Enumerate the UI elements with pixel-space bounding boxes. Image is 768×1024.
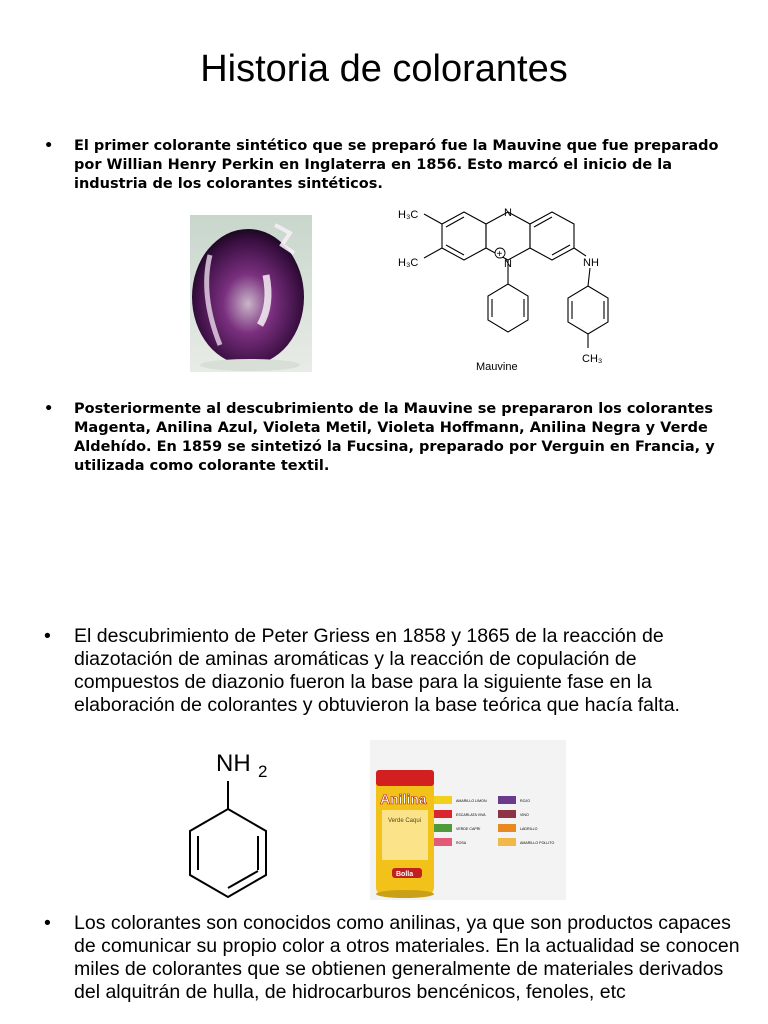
color-swatch — [498, 838, 516, 846]
jar-maker: Bolla — [396, 871, 414, 878]
bullet-symbol: • — [44, 401, 54, 417]
methyl-label-bottom: H₃C — [398, 257, 419, 269]
bullet-text: Los colorantes son conocidos como anilinas, ya que son productos capaces de comunicar su propio color a otros materiales. En la actualidad se conocen miles de colorantes que se obtienen generalmente de materiales derivados del alquitrán de hulla, de hidrocarburos bencénicos, fenoles, etc — [74, 912, 740, 1003]
color-swatch-label: ESCARLATA VIVA — [456, 813, 486, 817]
bullet-symbol: • — [44, 138, 54, 154]
bullet-text: El primer colorante sintético que se preparó fue la Mauvine que fue preparado por Willian Henry Perkin en Inglaterra en 1856. Esto marcó el inicio de la industria de los colorantes sintéticos. — [74, 138, 719, 192]
methyl-label-top: H₃C — [398, 209, 419, 221]
bullet-2 — [44, 400, 744, 476]
bullet-1 — [44, 137, 744, 194]
page-title: Historia de colorantes — [200, 48, 568, 90]
bullet-symbol: • — [44, 625, 51, 647]
color-swatch — [434, 824, 452, 832]
color-swatch — [498, 810, 516, 818]
bullet-text: El descubrimiento de Peter Griess en 1858 y 1865 de la reacción de diazotación de aminas aromáticas y la reacción de copulación de compuestos de diazonio fueron la base para la siguiente fase en la elaboración de colorantes y obtuvieron la base teórica que hacía falta. — [74, 625, 680, 716]
charge-plus-label: + — [496, 249, 503, 260]
methyl-end-label: CH₃ — [582, 353, 603, 365]
color-swatch-label: LADRILLO — [520, 827, 538, 831]
charged-nitrogen-label: N — [504, 258, 512, 270]
color-swatch — [434, 810, 452, 818]
anilina-product-photo — [370, 740, 566, 900]
color-swatch-label: ROSA — [456, 841, 467, 845]
ring-nitrogen-label: N — [504, 207, 512, 219]
bullet-text: Posteriormente al descubrimiento de la Mauvine se prepararon los colorantes Magenta, Anilina Azul, Violeta Metil, Violeta Hoffmann, Anilina Negra y Verde Aldehído. En 1859 se sintetizó la Fucsina, preparado por Verguin en Francia, y utilizada como colorante textil. — [74, 401, 715, 474]
color-swatch — [434, 796, 452, 804]
mauvine-caption: Mauvine — [476, 361, 518, 373]
aniline-formula: NH — [216, 750, 251, 777]
color-swatch-label: VERDE CAPRI — [456, 827, 481, 831]
jar-color-label: Verde Caqui — [388, 818, 422, 824]
color-swatch-label: VINO — [520, 813, 529, 817]
color-swatch-label: ROJO — [520, 799, 530, 803]
aniline-subscript: 2 — [258, 762, 268, 781]
color-swatch-label: AMARILLO POLLITO — [520, 841, 555, 845]
jar-brand: Anilina — [380, 791, 427, 807]
amine-label: NH — [583, 257, 599, 269]
color-swatch — [434, 838, 452, 846]
mauvine-sample-photo — [190, 215, 312, 372]
color-swatch — [498, 796, 516, 804]
color-swatch-label: AMARILLO LIMON — [456, 799, 487, 803]
mauvine-structure — [390, 200, 630, 375]
aniline-structure — [180, 745, 280, 905]
color-swatch — [498, 824, 516, 832]
bullet-3 — [44, 625, 744, 717]
bullet-4 — [44, 912, 744, 1004]
bullet-symbol: • — [44, 912, 51, 934]
